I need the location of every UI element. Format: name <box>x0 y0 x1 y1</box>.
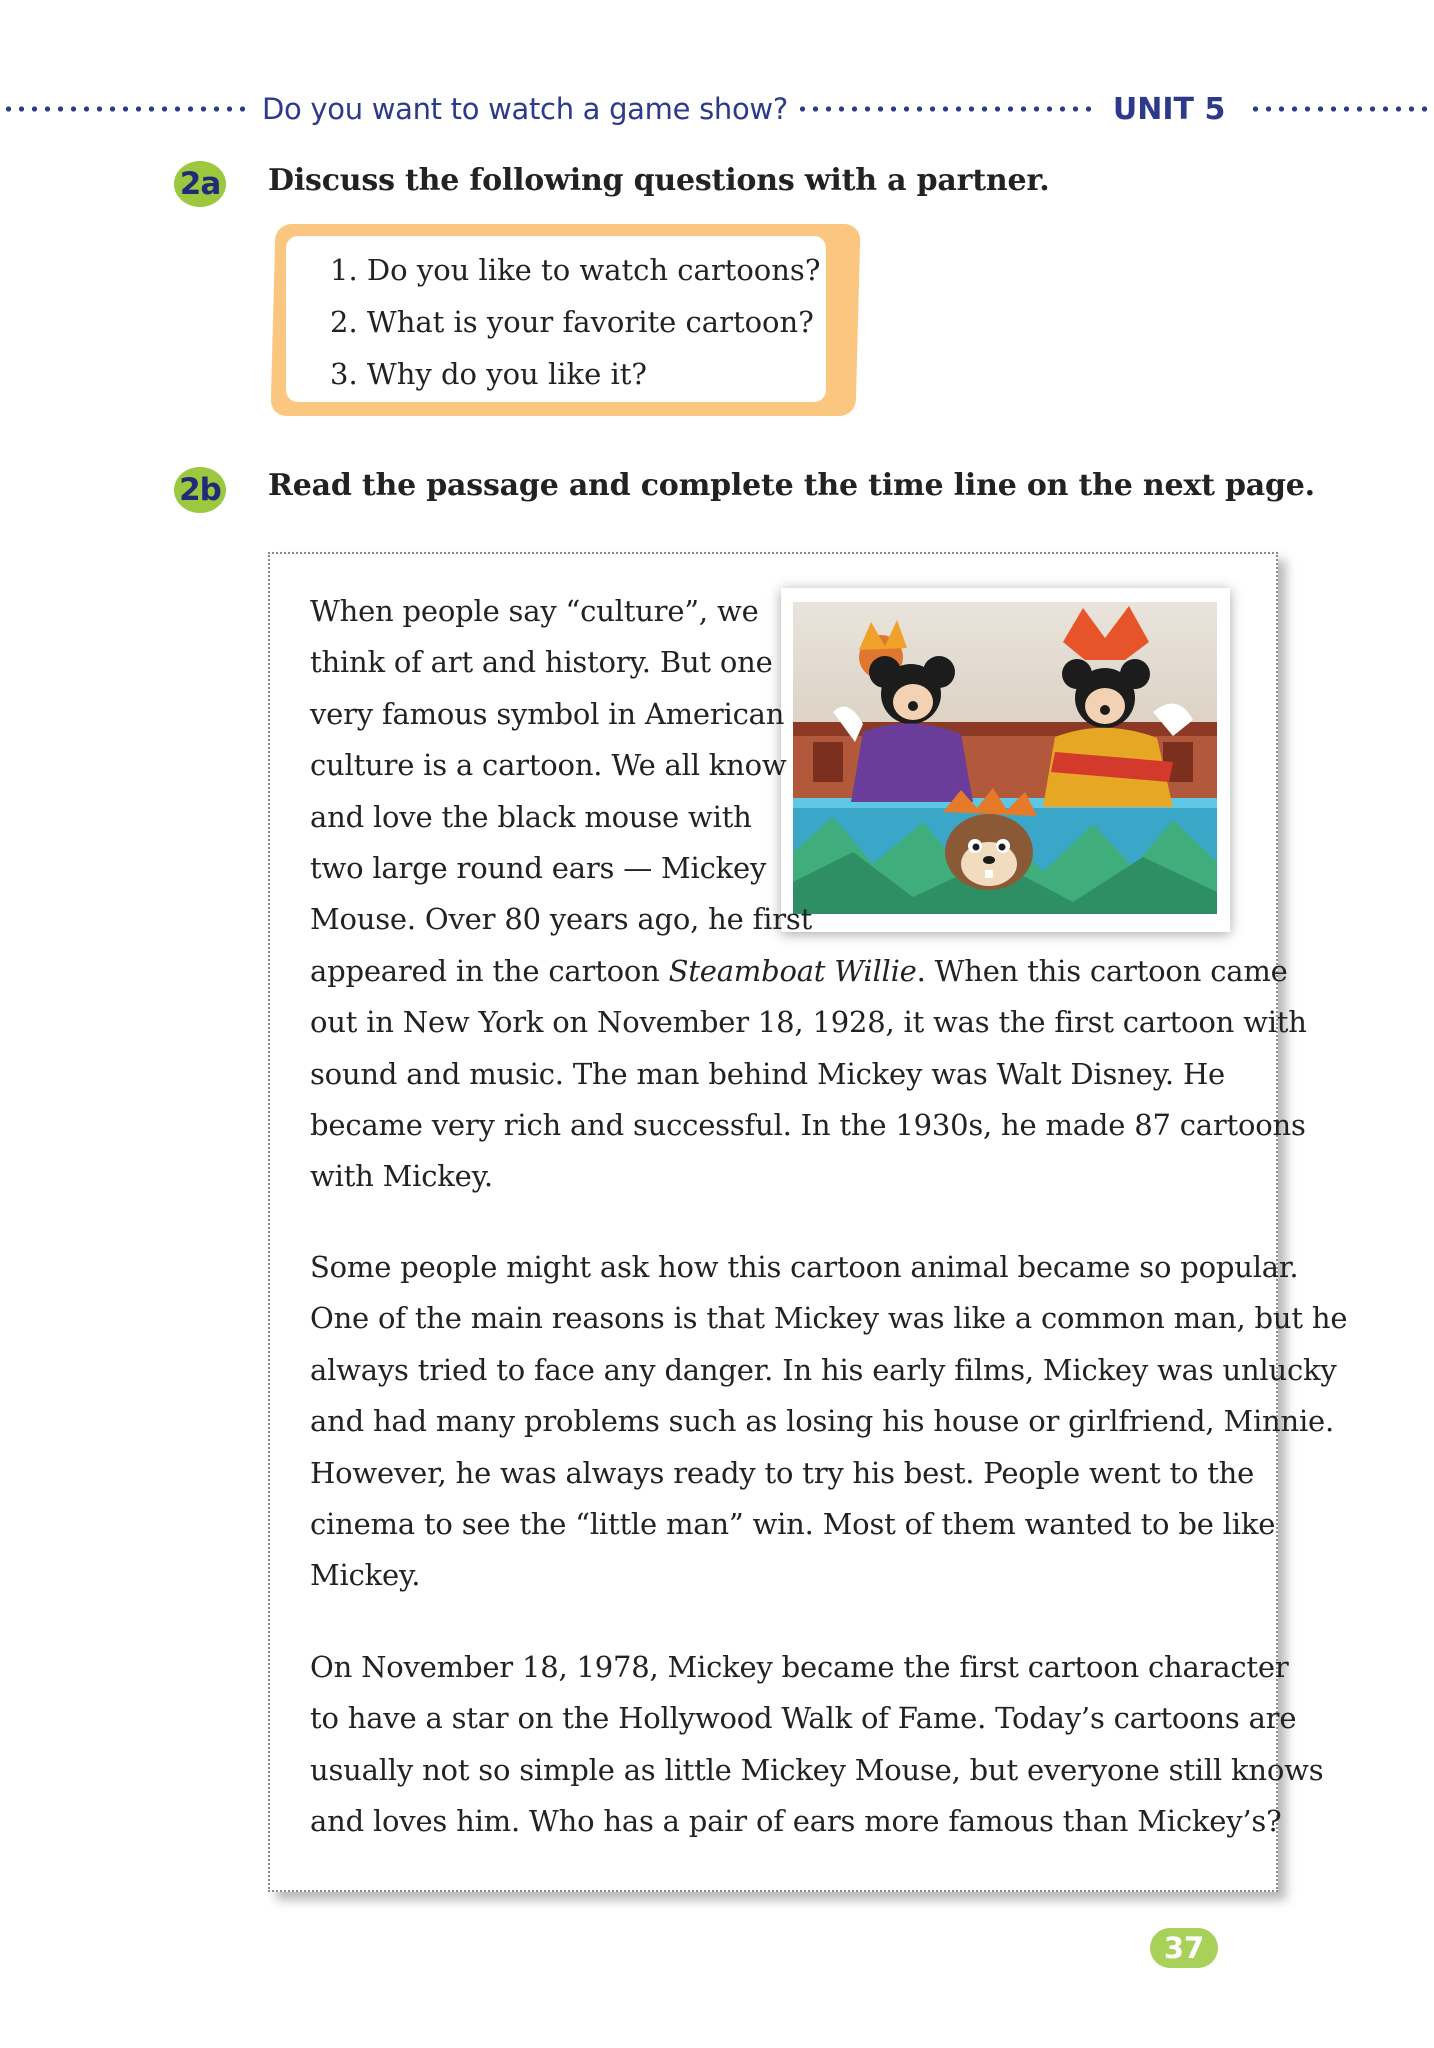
passage-line: Mickey. <box>310 1558 421 1593</box>
question-item: 3. Why do you like it? <box>330 357 647 391</box>
section-badge-2b: 2b <box>174 467 226 513</box>
header-title: Do you want to watch a game show? <box>262 92 788 126</box>
question-item: 2. What is your favorite cartoon? <box>330 305 814 339</box>
question-item: 1. Do you like to watch cartoons? <box>330 253 821 287</box>
passage-text: . When this cartoon came <box>916 953 1288 988</box>
instruction-2a: Discuss the following questions with a partner. <box>268 163 1050 198</box>
header-dotted-rule-middle <box>796 106 1091 112</box>
passage-line: sound and music. The man behind Mickey was Walt Disney. He <box>310 1056 1226 1091</box>
cartoon-title: Steamboat Willie <box>668 953 917 988</box>
passage-line <box>310 946 1307 997</box>
passage-line: always tried to face any danger. In his early films, Mickey was unlucky <box>310 1352 1337 1387</box>
passage-line: became very rich and successful. In the 1930s, he made 87 cartoons <box>310 1108 1306 1143</box>
passage-line: When people say “culture”, we <box>310 594 759 628</box>
passage-line: usually not so simple as little Mickey Mouse, but everyone still knows <box>310 1752 1324 1787</box>
passage-line: two large round ears — Mickey <box>310 851 767 886</box>
passage-line: However, he was always ready to try his best. People went to the <box>310 1455 1255 1490</box>
passage-paragraph-1 <box>310 586 1307 1203</box>
passage-line: think of art and history. But one <box>310 645 773 680</box>
unit-label: UNIT 5 <box>1112 91 1226 127</box>
passage-line: cinema to see the “little man” win. Most of them wanted to be like <box>310 1507 1276 1542</box>
page-number: 37 <box>1150 1928 1218 1968</box>
passage-line: very famous symbol in American <box>310 696 785 731</box>
passage-line: and loves him. Who has a pair of ears more famous than Mickey’s? <box>310 1804 1282 1839</box>
passage-line: culture is a cartoon. We all know <box>310 748 787 783</box>
page-header <box>0 84 1434 134</box>
passage-line: One of the main reasons is that Mickey was like a common man, but he <box>310 1301 1348 1336</box>
passage-paragraph-3 <box>310 1642 1323 1848</box>
passage-line: and love the black mouse with <box>310 799 752 834</box>
passage-line: Some people might ask how this cartoon animal became so popular. <box>310 1250 1299 1284</box>
passage-line: On November 18, 1978, Mickey became the first cartoon character <box>310 1650 1289 1684</box>
passage-line: with Mickey. <box>310 1159 493 1194</box>
header-dotted-rule-right <box>1249 106 1434 112</box>
passage-line: and had many problems such as losing his house or girlfriend, Minnie. <box>310 1404 1335 1439</box>
passage-paragraph-2 <box>310 1242 1347 1602</box>
question-list <box>330 244 820 400</box>
header-dotted-rule-left <box>2 106 252 112</box>
instruction-2b: Read the passage and complete the time line on the next page. <box>268 468 1315 503</box>
passage-line: out in New York on November 18, 1928, it was the first cartoon with <box>310 1005 1307 1040</box>
passage-text: appeared in the cartoon <box>310 953 669 988</box>
passage-line: Mouse. Over 80 years ago, he first <box>310 902 813 937</box>
passage-line: to have a star on the Hollywood Walk of Fame. Today’s cartoons are <box>310 1701 1297 1736</box>
section-badge-2a: 2a <box>174 161 226 207</box>
